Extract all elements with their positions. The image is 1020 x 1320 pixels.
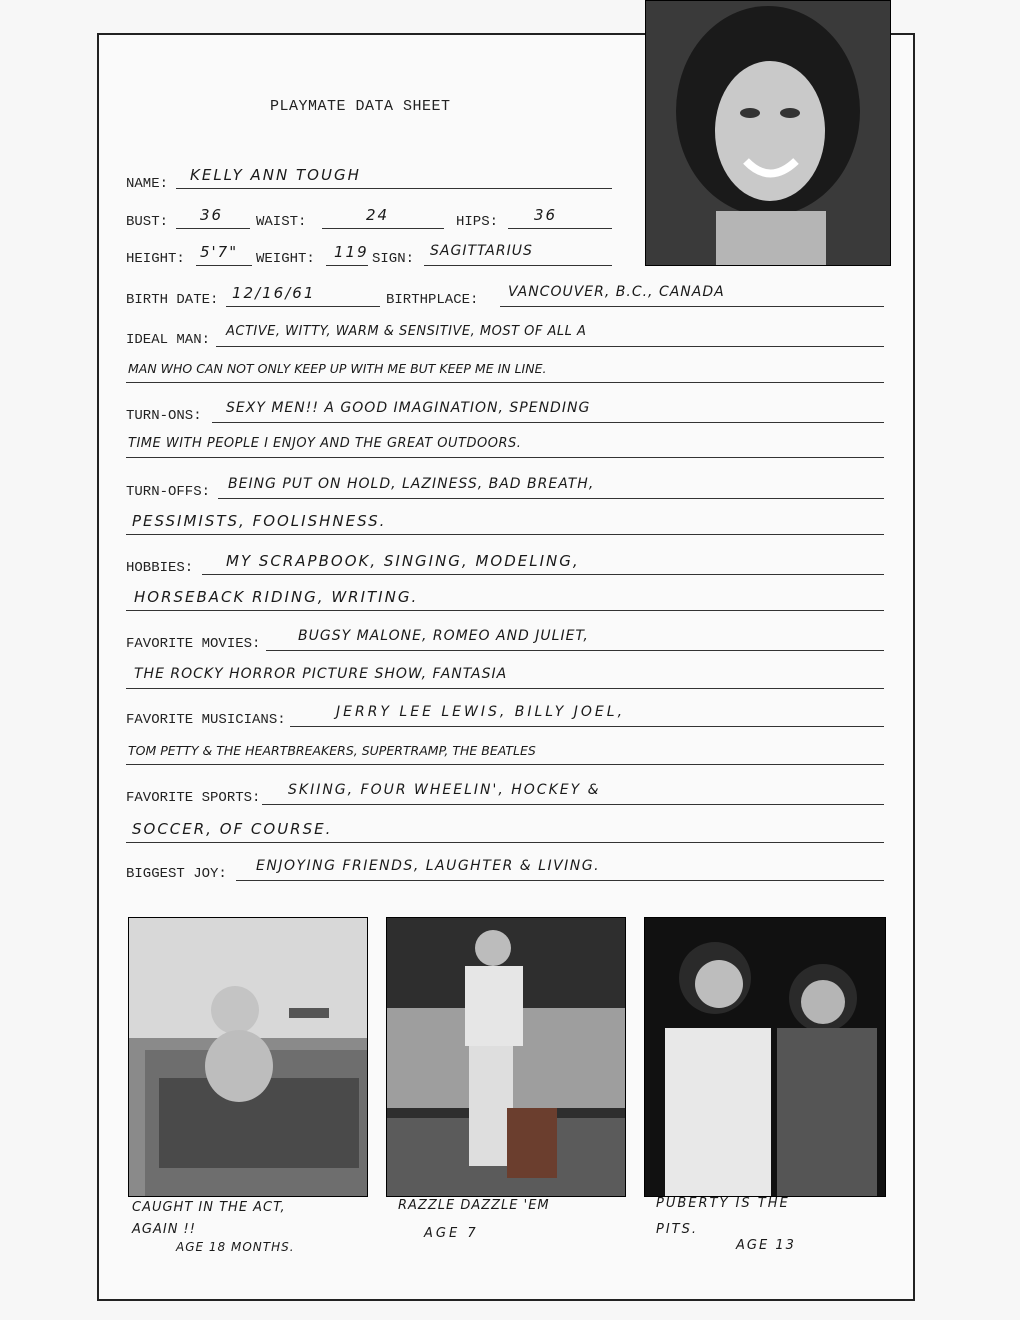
favorite-sports-line-1 (262, 804, 884, 805)
teen-photo (644, 917, 886, 1197)
hips-line (508, 228, 612, 229)
favorite-sports-value-2: SOCCER, OF COURSE. (132, 820, 333, 838)
favorite-movies-label: FAVORITE MOVIES: (126, 636, 261, 652)
waist-value: 24 (366, 206, 390, 224)
sheet-title: PLAYMATE DATA SHEET (270, 98, 451, 115)
birth-date-value: 12/16/61 (232, 284, 316, 302)
ideal-man-line-1 (216, 346, 884, 347)
biggest-joy-line (236, 880, 884, 881)
favorite-movies-line-2 (126, 688, 884, 689)
favorite-musicians-value-2: TOM PETTY & THE HEARTBREAKERS, SUPERTRAMP, THE BEATLES (128, 743, 536, 758)
hobbies-value-1: MY SCRAPBOOK, SINGING, MODELING, (226, 552, 580, 570)
hobbies-line-1 (202, 574, 884, 575)
ideal-man-value-1: ACTIVE, WITTY, WARM & SENSITIVE, MOST OF ALL A (226, 324, 587, 339)
birthplace-line (500, 306, 884, 307)
birthplace-value: VANCOUVER, B.C., CANADA (508, 284, 725, 300)
hobbies-line-2 (126, 610, 884, 611)
baby-photo (128, 917, 368, 1197)
birthplace-label: BIRTHPLACE: (386, 292, 479, 308)
hobbies-label: HOBBIES: (126, 560, 194, 576)
ideal-man-label: IDEAL MAN: (126, 332, 211, 348)
favorite-sports-label: FAVORITE SPORTS: (126, 790, 261, 806)
waist-line (322, 228, 444, 229)
favorite-movies-value-1: BUGSY MALONE, ROMEO AND JULIET, (298, 628, 589, 644)
height-value: 5'7" (200, 243, 239, 261)
photo3-caption-1: PUBERTY IS THE (656, 1196, 790, 1211)
birth-date-line (226, 306, 380, 307)
name-line (176, 188, 612, 189)
bust-line (176, 228, 250, 229)
height-line (196, 265, 252, 266)
sign-value: SAGITTARIUS (430, 243, 533, 259)
bust-label: BUST: (126, 214, 169, 230)
turn-offs-line-2 (126, 534, 884, 535)
photo2-caption-1: RAZZLE DAZZLE 'EM (398, 1198, 550, 1213)
favorite-movies-line-1 (266, 650, 884, 651)
portrait-photo (645, 0, 891, 266)
photo1-caption-1: CAUGHT IN THE ACT, (132, 1200, 286, 1215)
photo2-caption-2: AGE 7 (424, 1226, 479, 1241)
turn-ons-value-1: SEXY MEN!! A GOOD IMAGINATION, SPENDING (226, 400, 591, 416)
hips-label: HIPS: (456, 214, 499, 230)
biggest-joy-value: ENJOYING FRIENDS, LAUGHTER & LIVING. (256, 858, 601, 874)
weight-label: WEIGHT: (256, 251, 315, 267)
hobbies-value-2: HORSEBACK RIDING, WRITING. (134, 588, 419, 606)
weight-line (326, 265, 368, 266)
name-label: NAME: (126, 176, 169, 192)
turn-ons-line-1 (212, 422, 884, 423)
favorite-musicians-line-1 (290, 726, 884, 727)
sign-line (424, 265, 612, 266)
biggest-joy-label: BIGGEST JOY: (126, 866, 227, 882)
height-label: HEIGHT: (126, 251, 185, 267)
waist-label: WAIST: (256, 214, 307, 230)
turn-offs-label: TURN-OFFS: (126, 484, 211, 500)
turn-offs-value-2: PESSIMISTS, FOOLISHNESS. (132, 512, 387, 530)
sign-label: SIGN: (372, 251, 415, 267)
girl-photo (386, 917, 626, 1197)
favorite-musicians-value-1: JERRY LEE LEWIS, BILLY JOEL, (336, 704, 626, 720)
photo1-caption-2: AGAIN !! (132, 1222, 196, 1237)
favorite-musicians-label: FAVORITE MUSICIANS: (126, 712, 286, 728)
favorite-musicians-line-2 (126, 764, 884, 765)
hips-value: 36 (534, 206, 558, 224)
bust-value: 36 (200, 206, 224, 224)
ideal-man-line-2 (126, 382, 884, 383)
weight-value: 119 (334, 243, 369, 261)
favorite-sports-line-2 (126, 842, 884, 843)
photo3-caption-3: AGE 13 (736, 1238, 796, 1253)
favorite-sports-value-1: SKIING, FOUR WHEELIN', HOCKEY & (288, 782, 601, 798)
birth-date-label: BIRTH DATE: (126, 292, 219, 308)
photo3-caption-2: PITS. (656, 1222, 698, 1237)
turn-offs-line-1 (218, 498, 884, 499)
photo1-caption-3: AGE 18 MONTHS. (176, 1240, 295, 1254)
favorite-movies-value-2: THE ROCKY HORROR PICTURE SHOW, FANTASIA (134, 666, 508, 682)
turn-ons-line-2 (126, 457, 884, 458)
turn-ons-label: TURN-ONS: (126, 408, 202, 424)
turn-ons-value-2: TIME WITH PEOPLE I ENJOY AND THE GREAT OUTDOORS. (128, 436, 522, 451)
turn-offs-value-1: BEING PUT ON HOLD, LAZINESS, BAD BREATH, (228, 476, 595, 492)
name-value: KELLY ANN TOUGH (190, 166, 361, 184)
ideal-man-value-2: MAN WHO CAN NOT ONLY KEEP UP WITH ME BUT KEEP ME IN LINE. (128, 361, 547, 376)
